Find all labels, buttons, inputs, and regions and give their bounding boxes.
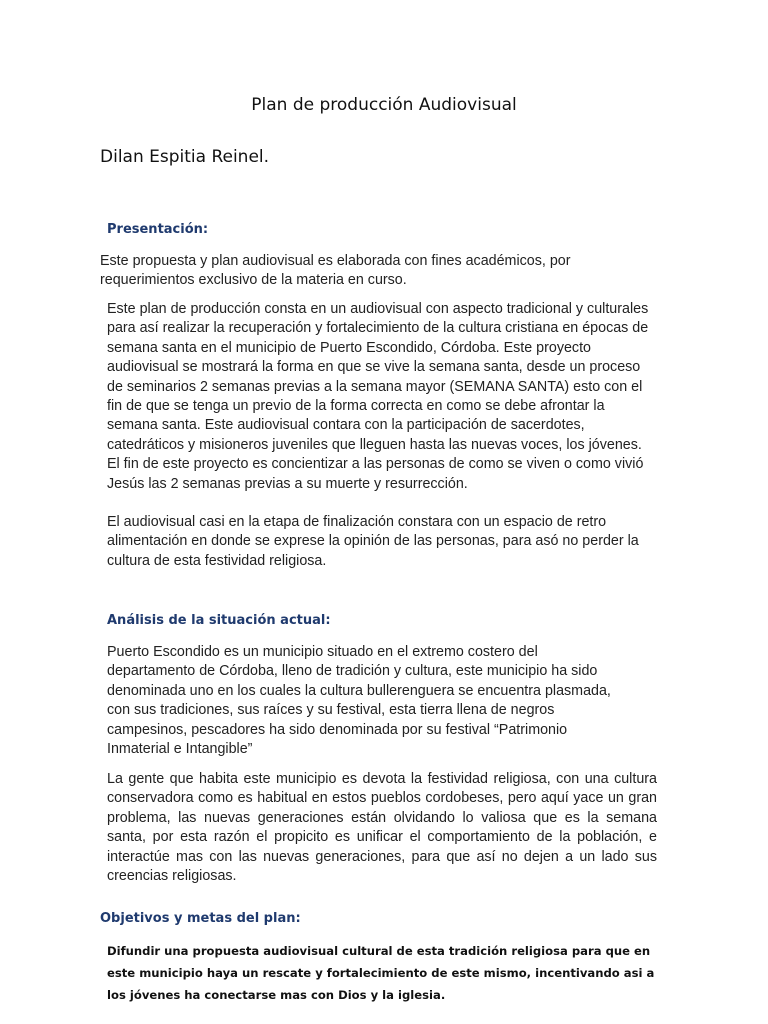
presentacion-body-2: El audiovisual casi en la etapa de finalización constara con un espacio de retro alimentación en donde se exprese la opinión de las personas, para asó no perder la cultura de esta festividad religiosa.: [107, 514, 639, 569]
presentacion-body: Este plan de producción consta en un audiovisual con aspecto tradicional y culturales para así realizar la recuperación y fortalecimiento de la cultura cristiana en épocas de semana santa en el municipio de Puerto Escondido, Córdoba. Este proyecto audiovisual se mostrará la forma en que se vive la semana santa, desde un proceso de seminarios 2 semanas previas a la semana mayor (SEMANA SANTA) esto con el fin de que se tenga un previo de la forma correcta en como se debe afrontar la semana santa. Este audiovisual contara con la participación de sacerdotes, catedráticos y misioneros juveniles que lleguen hasta las nuevas voces, los jóvenes. El fin de este proyecto es concientizar a las personas de como se viven o como vivió Jesús las 2 semanas previas a su muerte y resurrección.: [107, 301, 649, 492]
document-author: Dilan Espitia Reinel.: [100, 147, 270, 167]
section-heading-presentacion: Presentación:: [107, 222, 209, 237]
document-title: Plan de producción Audiovisual: [251, 95, 517, 115]
section-heading-analisis: Análisis de la situación actual:: [107, 613, 331, 628]
analisis-paragraph-1: Puerto Escondido es un municipio situado en el extremo costero del departamento de Córdoba, lleno de tradición y cultura, este municipio ha sido denominada uno en los cuales la cultura bullerenguera se encuentra plasmada, con sus tradiciones, sus raíces y su festival, esta tierra llena de negros campesinos, pescadores ha sido denominada por su festival “Patrimonio Inmaterial e Intangible”: [107, 644, 611, 758]
objetivos-paragraph-1: Difundir una propuesta audiovisual cultural de esta tradición religiosa para que en este municipio haya un rescate y fortalecimiento de este mismo, incentivando asi a los jóvenes ha conectarse mas con Dios y la iglesia.: [107, 944, 655, 1002]
analisis-paragraph-2: La gente que habita este municipio es devota la festividad religiosa, con una cultura conservadora como es habitual en estos pueblos cordobeses, pero aquí yace un gran problema, las nuevas generaciones están olvidando lo valiosa que es la semana santa, por esta razón el propicito es unificar el comportamiento de la población, e interactúe mas con las nuevas generaciones, para que así no dejen a un lado sus creencias religiosas.: [107, 771, 657, 885]
section-heading-objetivos: Objetivos y metas del plan:: [100, 911, 301, 926]
presentacion-intro: Este propuesta y plan audiovisual es elaborada con fines académicos, por requerimientos exclusivo de la materia en curso.: [100, 253, 571, 289]
